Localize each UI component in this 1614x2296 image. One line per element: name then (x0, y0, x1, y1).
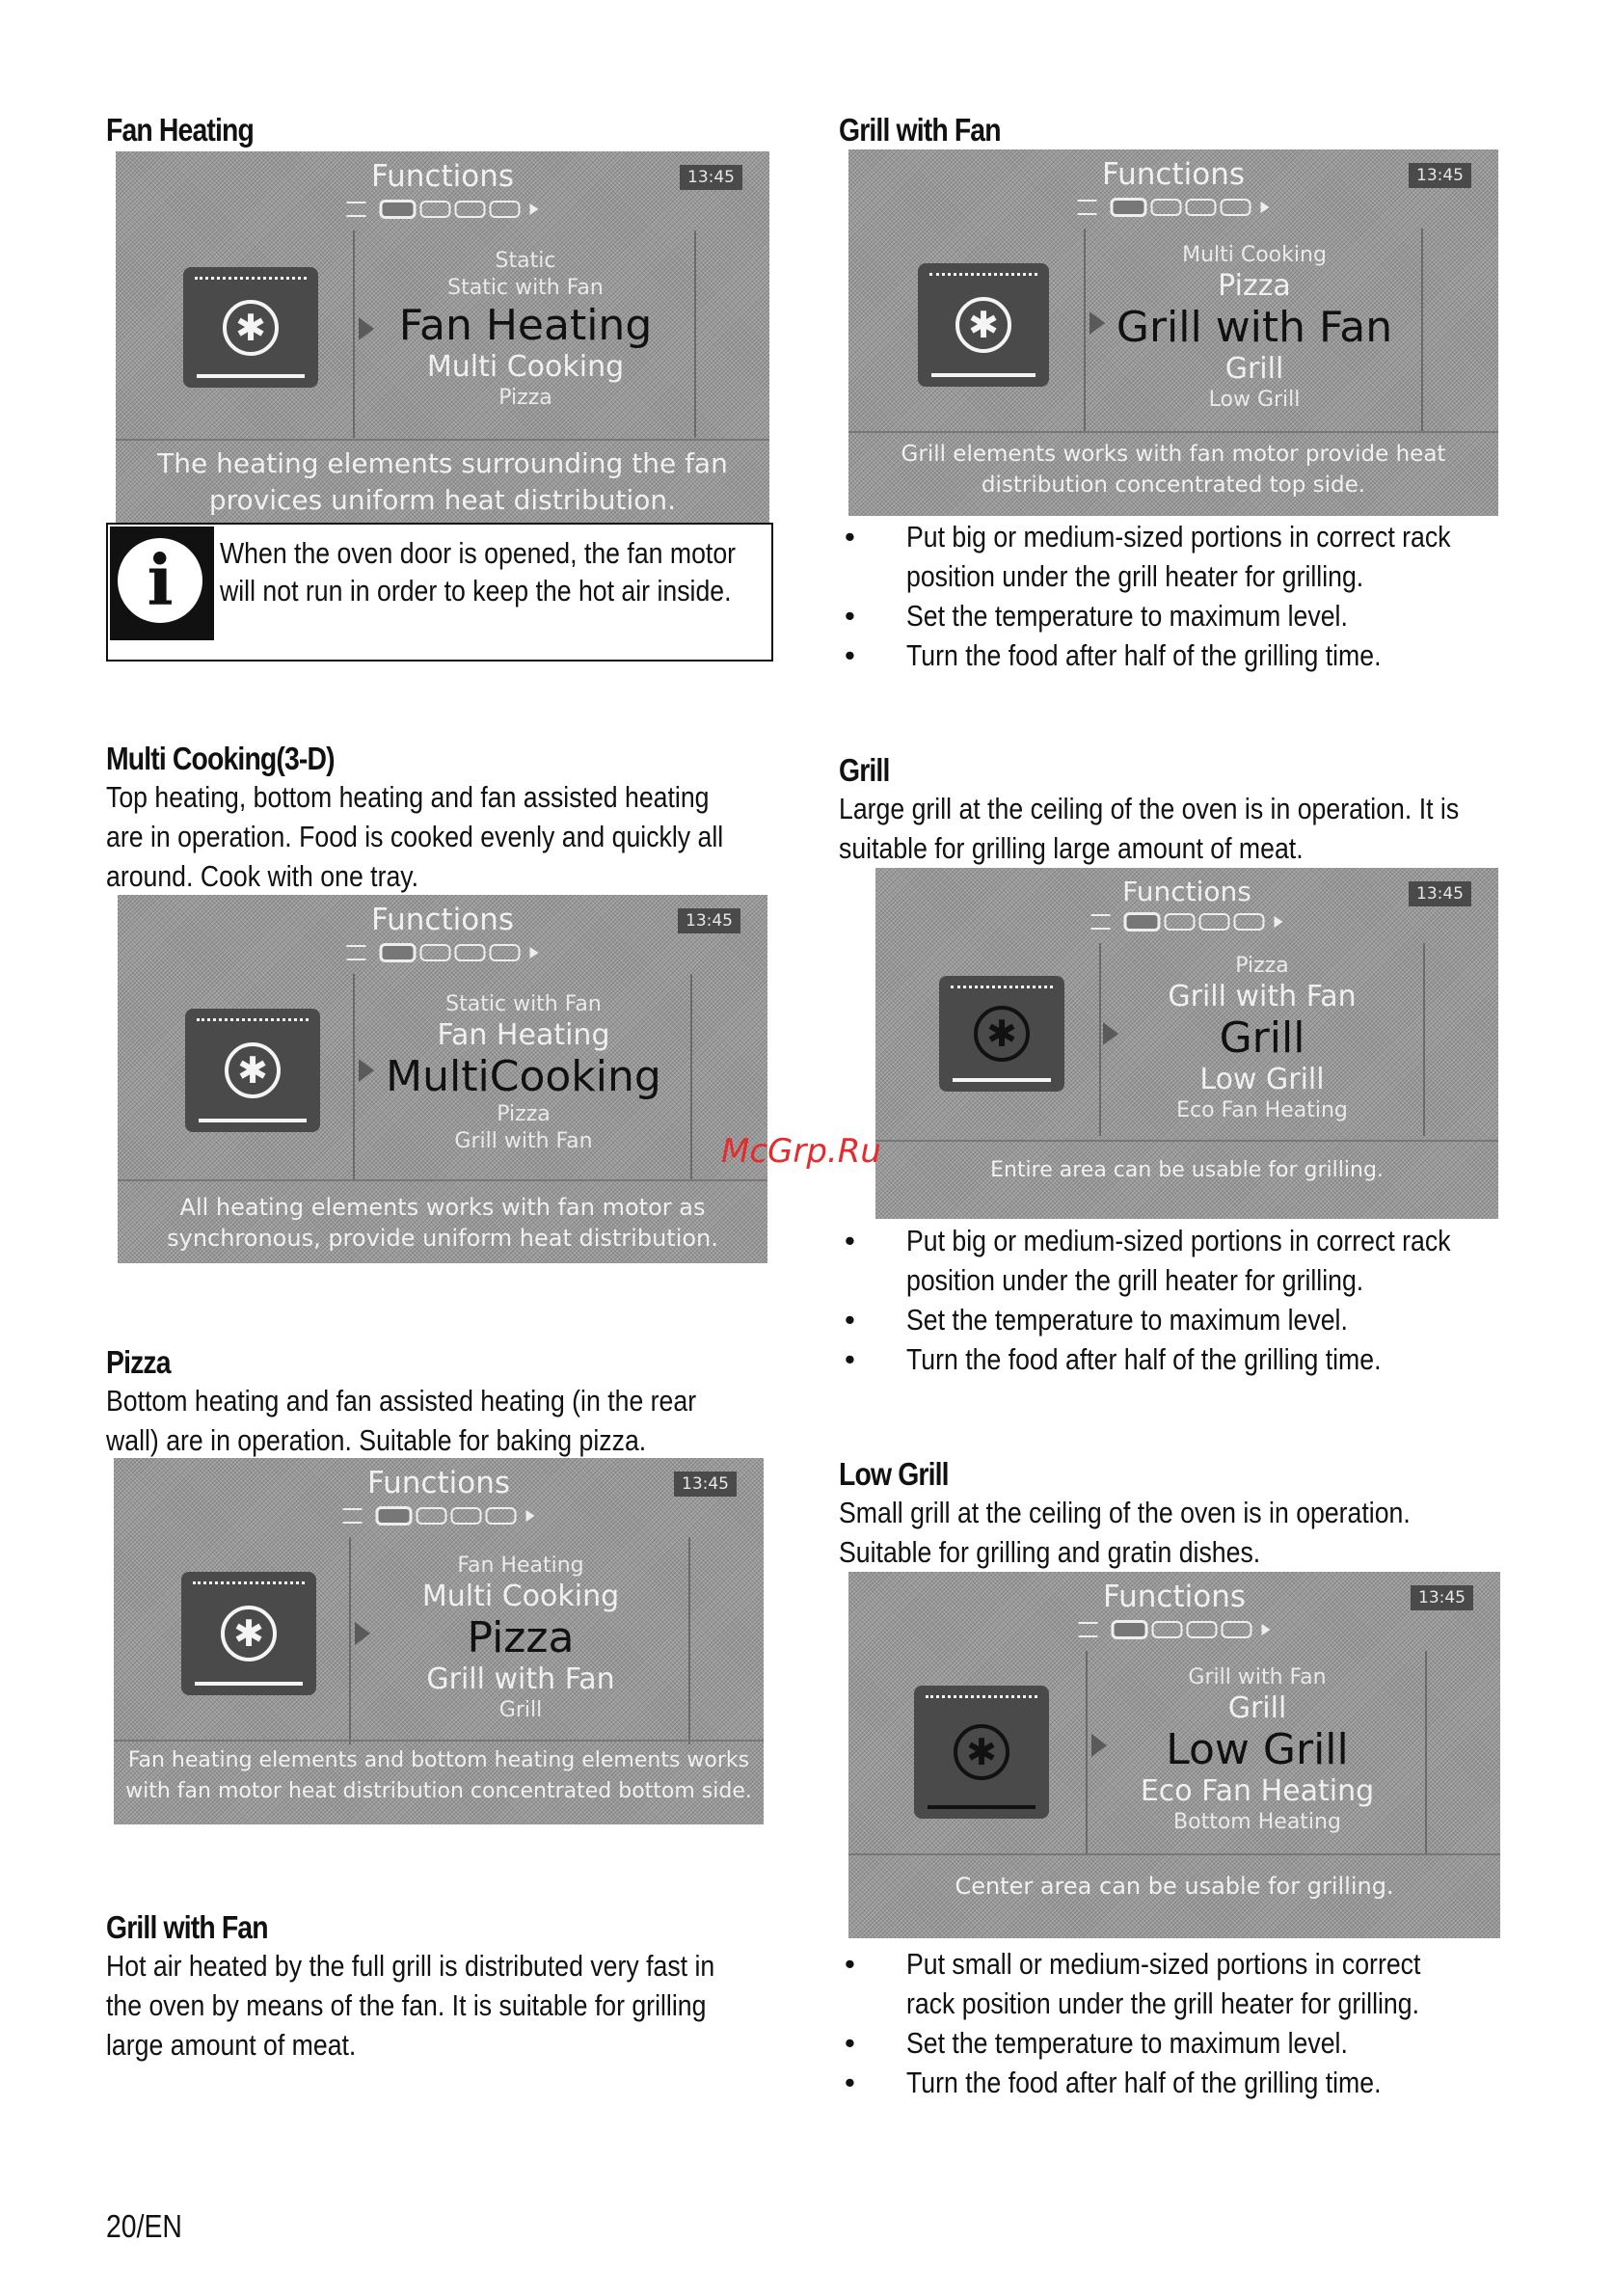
description-line: Entire area can be usable for grilling. (990, 1158, 1384, 1182)
heater-zigzag (195, 277, 307, 287)
heater-zigzag (197, 1018, 309, 1029)
bullet-text: Set the temperature to maximum level. (906, 599, 1348, 633)
display-panel-multi-cooking (118, 895, 767, 1263)
description-line: Center area can be usable for grilling. (955, 1873, 1394, 1900)
section-heading-grill-with-fan: Grill with Fan (839, 112, 1001, 148)
heater-line (953, 1078, 1051, 1082)
display-panel-grill-with-fan (848, 149, 1498, 516)
next-arrow-icon (1275, 916, 1283, 928)
function-list (357, 991, 690, 1155)
divider (116, 439, 769, 441)
bullet-item (839, 1339, 1533, 1379)
next-arrow-icon (1262, 1624, 1271, 1635)
bullet-text: rack position under the grill heater for grilling. (906, 1986, 1419, 2020)
function-item: Pizza (498, 386, 552, 410)
bullet-icon: • (845, 1224, 855, 1257)
function-item-selected: Grill (1219, 1013, 1305, 1063)
function-list (1088, 242, 1421, 414)
next-arrow-icon (530, 947, 539, 959)
page-dot (486, 1507, 517, 1525)
text-line: Small grill at the ceiling of the oven is in operation. (839, 1496, 1411, 1529)
page-dot (1222, 1621, 1252, 1638)
display-clock: 13:45 (1411, 1585, 1473, 1610)
low-grill-oven-icon (914, 1686, 1049, 1819)
page-dot (1186, 199, 1217, 216)
bullet-list-grill-with-fan (839, 517, 1533, 675)
divider (1084, 229, 1086, 431)
display-panel-fan-heating (116, 151, 769, 523)
bullet-text: Turn the food after half of the grilling time. (906, 638, 1382, 672)
section-text-grill-with-fan (106, 1946, 714, 2065)
divider (353, 974, 355, 1181)
page-dot (455, 944, 486, 961)
function-description (114, 1745, 764, 1807)
display-topbar (118, 895, 767, 972)
function-item: Eco Fan Heating (1140, 1774, 1375, 1808)
bullet-text: Turn the food after half of the grilling time. (906, 1342, 1382, 1376)
next-arrow-icon (526, 1510, 535, 1522)
page-number: 20/EN (106, 2208, 182, 2244)
display-title: Functions (366, 1466, 510, 1500)
function-item: Grill (498, 1698, 543, 1722)
display-title: Functions (370, 903, 514, 937)
function-item-selected: MultiCooking (386, 1052, 661, 1101)
bullet-continuation (839, 1260, 1533, 1300)
text-line: Bottom heating and fan assisted heating (in the rear (106, 1384, 697, 1418)
function-description (118, 1192, 767, 1254)
info-note-box (106, 523, 773, 662)
info-icon (110, 527, 214, 640)
divider (349, 1537, 351, 1744)
page-dot-active (1111, 198, 1147, 217)
description-line: All heating elements works with fan motor as (179, 1194, 706, 1221)
function-item: Static with Fan (447, 276, 604, 300)
menu-icon (1078, 200, 1097, 215)
page-indicator (1078, 198, 1270, 217)
description-line: Fan heating elements and bottom heating elements works (127, 1748, 750, 1772)
description-line: distribution concentrated top side. (981, 473, 1366, 498)
display-clock: 13:45 (1409, 163, 1471, 188)
text-line: Hot air heated by the full grill is distributed very fast in (106, 1949, 715, 1983)
display-topbar (848, 1572, 1500, 1649)
function-item: Eco Fan Heating (1176, 1098, 1348, 1122)
function-item: Pizza (1218, 269, 1291, 303)
page-dot-active (380, 943, 417, 962)
heater-line (199, 1119, 307, 1122)
bullet-item (839, 2023, 1533, 2063)
page-dot (420, 201, 451, 218)
function-item: Pizza (497, 1102, 551, 1126)
function-list (1101, 953, 1423, 1124)
function-item: Fan Heating (457, 1553, 584, 1578)
heater-zigzag (929, 273, 1037, 284)
display-title: Functions (1101, 157, 1245, 192)
bullet-icon: • (845, 2026, 855, 2060)
section-heading-pizza: Pizza (106, 1344, 171, 1380)
section-text-grill (839, 789, 1459, 868)
display-panel-pizza (114, 1458, 764, 1824)
description-line: Grill elements works with fan motor provide heat (901, 442, 1446, 467)
function-item: Bottom Heating (1173, 1810, 1341, 1834)
bullet-icon: • (845, 1342, 855, 1376)
bullet-item (839, 1300, 1533, 1339)
page-dot (455, 201, 486, 218)
page-dot (1199, 913, 1230, 931)
function-item: Static with Fan (445, 992, 602, 1016)
fan-icon: ✱ (974, 1006, 1030, 1062)
menu-icon (343, 1508, 363, 1524)
function-item: Grill with Fan (426, 1662, 615, 1696)
divider (690, 974, 692, 1181)
pizza-oven-icon (181, 1572, 316, 1695)
divider (1421, 229, 1423, 431)
function-item: Multi Cooking (421, 1580, 620, 1613)
page-indicator (347, 943, 539, 962)
section-heading-low-grill: Low Grill (839, 1456, 949, 1492)
multi-cooking-oven-icon (185, 1009, 320, 1132)
page-dot (451, 1507, 482, 1525)
bullet-item (839, 1221, 1533, 1260)
bullet-continuation (839, 1984, 1533, 2023)
heater-line (197, 374, 305, 378)
display-panel-grill (875, 868, 1498, 1219)
grill-oven-icon (939, 976, 1064, 1092)
display-topbar (848, 149, 1498, 227)
bullet-text: position under the grill heater for grilling. (906, 559, 1364, 593)
page-dot (490, 944, 521, 961)
fan-icon: ✱ (221, 1606, 277, 1661)
function-description (848, 1871, 1500, 1902)
info-note-text (220, 534, 736, 609)
bullet-item (839, 517, 1533, 556)
bullet-icon: • (845, 2066, 855, 2099)
function-item: Grill with Fan (1168, 980, 1357, 1013)
divider (114, 1740, 764, 1742)
page-dot-active (1112, 1620, 1148, 1639)
divider (1423, 943, 1425, 1136)
bullet-text: Put big or medium-sized portions in correct rack (906, 1224, 1451, 1257)
function-item: Static (495, 249, 556, 273)
bullet-text: Set the temperature to maximum level. (906, 1303, 1348, 1337)
section-heading-grill-with-fan-description: Grill with Fan (106, 1909, 268, 1945)
section-heading-multi-cooking: Multi Cooking(3-D) (106, 741, 335, 776)
function-item: Low Grill (1208, 388, 1301, 412)
page-dot (1165, 913, 1196, 931)
heater-zigzag (193, 1581, 305, 1592)
page-indicator (1091, 912, 1283, 932)
function-item: Grill (1227, 1691, 1287, 1725)
text-line: Top heating, bottom heating and fan assisted heating (106, 780, 710, 814)
page-dot (417, 1507, 447, 1525)
watermark-text: McGrp.Ru (721, 1132, 881, 1171)
text-line: around. Cook with one tray. (106, 859, 419, 893)
heater-zigzag (951, 986, 1053, 996)
page-indicator (343, 1506, 535, 1526)
bullet-item (839, 596, 1533, 635)
section-text-multi-cooking (106, 777, 723, 896)
page-dot (1187, 1621, 1218, 1638)
note-line: When the oven door is opened, the fan motor (220, 536, 737, 570)
fan-heating-oven-icon (183, 267, 318, 388)
divider (353, 230, 355, 438)
bullet-icon: • (845, 599, 855, 633)
divider (875, 1140, 1498, 1142)
display-topbar (116, 151, 769, 229)
display-topbar (114, 1458, 764, 1535)
next-arrow-icon (1261, 202, 1270, 213)
function-description (116, 446, 769, 519)
function-item: Grill with Fan (454, 1129, 593, 1153)
bullet-item (839, 635, 1533, 675)
bullet-list-grill (839, 1221, 1533, 1379)
bullet-text: Put big or medium-sized portions in correct rack (906, 520, 1451, 554)
bullet-text: position under the grill heater for grilling. (906, 1263, 1364, 1297)
page-dot (490, 201, 521, 218)
divider (688, 1537, 690, 1744)
text-line: Large grill at the ceiling of the oven is in operation. It is (839, 792, 1460, 825)
display-panel-low-grill (848, 1572, 1500, 1938)
function-description (848, 439, 1498, 500)
divider (848, 1853, 1500, 1855)
divider (694, 230, 696, 438)
bullet-list-low-grill (839, 1944, 1533, 2102)
page-dot (1221, 199, 1251, 216)
next-arrow-icon (530, 203, 539, 215)
section-heading-grill: Grill (839, 752, 890, 788)
menu-icon (1091, 914, 1111, 930)
text-line: suitable for grilling large amount of meat. (839, 831, 1304, 865)
function-item: Pizza (1235, 954, 1289, 978)
bullet-continuation (839, 556, 1533, 596)
display-title: Functions (1102, 1580, 1246, 1614)
bullet-icon: • (845, 1947, 855, 1981)
section-text-low-grill (839, 1493, 1411, 1572)
text-line: Suitable for grilling and gratin dishes. (839, 1535, 1261, 1569)
description-line: synchronous, provide uniform heat distribution. (167, 1225, 718, 1252)
display-topbar (875, 868, 1498, 945)
display-clock: 13:45 (678, 908, 740, 933)
info-icon-letter: i (147, 539, 174, 621)
bullet-item (839, 1944, 1533, 1984)
function-item: Fan Heating (437, 1018, 610, 1052)
text-line: the oven by means of the fan. It is suitable for grilling (106, 1988, 707, 2022)
function-item-selected: Grill with Fan (1116, 303, 1393, 352)
section-heading-fan-heating: Fan Heating (106, 112, 254, 148)
menu-icon (1079, 1622, 1098, 1637)
page-dot-active (380, 200, 417, 219)
bullet-text: Turn the food after half of the grilling time. (906, 2066, 1382, 2099)
function-item: Grill (1224, 352, 1284, 386)
fan-icon: ✱ (223, 300, 279, 356)
description-line: with fan motor heat distribution concentrated bottom side. (125, 1779, 752, 1803)
section-text-pizza (106, 1381, 696, 1460)
fan-icon: ✱ (225, 1042, 281, 1098)
fan-icon: ✱ (955, 297, 1011, 353)
menu-icon (347, 202, 366, 217)
function-description (875, 1155, 1498, 1186)
page-dot-active (1124, 912, 1161, 932)
bullet-icon: • (845, 1303, 855, 1337)
divider (1086, 1651, 1088, 1853)
heater-zigzag (926, 1695, 1037, 1706)
function-item-selected: Low Grill (1166, 1725, 1349, 1774)
function-list (353, 1553, 688, 1724)
page-dot (1234, 913, 1265, 931)
fan-icon: ✱ (954, 1724, 1009, 1780)
display-clock: 13:45 (674, 1472, 737, 1497)
grill-with-fan-oven-icon (918, 263, 1049, 387)
page-dot (420, 944, 451, 961)
description-line: The heating elements surrounding the fan (157, 447, 728, 479)
heater-line (931, 373, 1036, 377)
page-indicator (347, 200, 539, 219)
description-line: provices uniform heat distribution. (208, 484, 677, 516)
function-list (357, 248, 694, 412)
divider (848, 431, 1498, 433)
page-dot (1152, 1621, 1183, 1638)
bullet-item (839, 2063, 1533, 2102)
display-title: Functions (1122, 876, 1251, 907)
note-line: will not run in order to keep the hot air inside. (220, 574, 732, 608)
text-line: are in operation. Food is cooked evenly and quickly all (106, 820, 724, 853)
menu-icon (347, 945, 366, 960)
page-indicator (1079, 1620, 1271, 1639)
bullet-text: Set the temperature to maximum level. (906, 2026, 1348, 2060)
display-clock: 13:45 (680, 165, 742, 190)
display-title: Functions (370, 159, 514, 194)
function-item-selected: Fan Heating (398, 301, 653, 350)
page-dot-active (376, 1506, 413, 1526)
function-item: Multi Cooking (1182, 243, 1327, 267)
function-item: Low Grill (1199, 1063, 1325, 1096)
heater-line (928, 1805, 1036, 1809)
function-item: Multi Cooking (426, 350, 625, 384)
function-list (1089, 1664, 1425, 1836)
page-dot (1151, 199, 1182, 216)
heater-line (195, 1682, 303, 1686)
function-item: Grill with Fan (1188, 1665, 1327, 1689)
divider (118, 1179, 767, 1181)
function-item-selected: Pizza (467, 1613, 575, 1662)
bullet-icon: • (845, 520, 855, 554)
display-clock: 13:45 (1409, 881, 1471, 906)
text-line: wall) are in operation. Suitable for baking pizza. (106, 1423, 647, 1457)
bullet-icon: • (845, 638, 855, 672)
bullet-text: Put small or medium-sized portions in correct (906, 1947, 1421, 1981)
text-line: large amount of meat. (106, 2028, 357, 2062)
divider (1425, 1651, 1427, 1853)
